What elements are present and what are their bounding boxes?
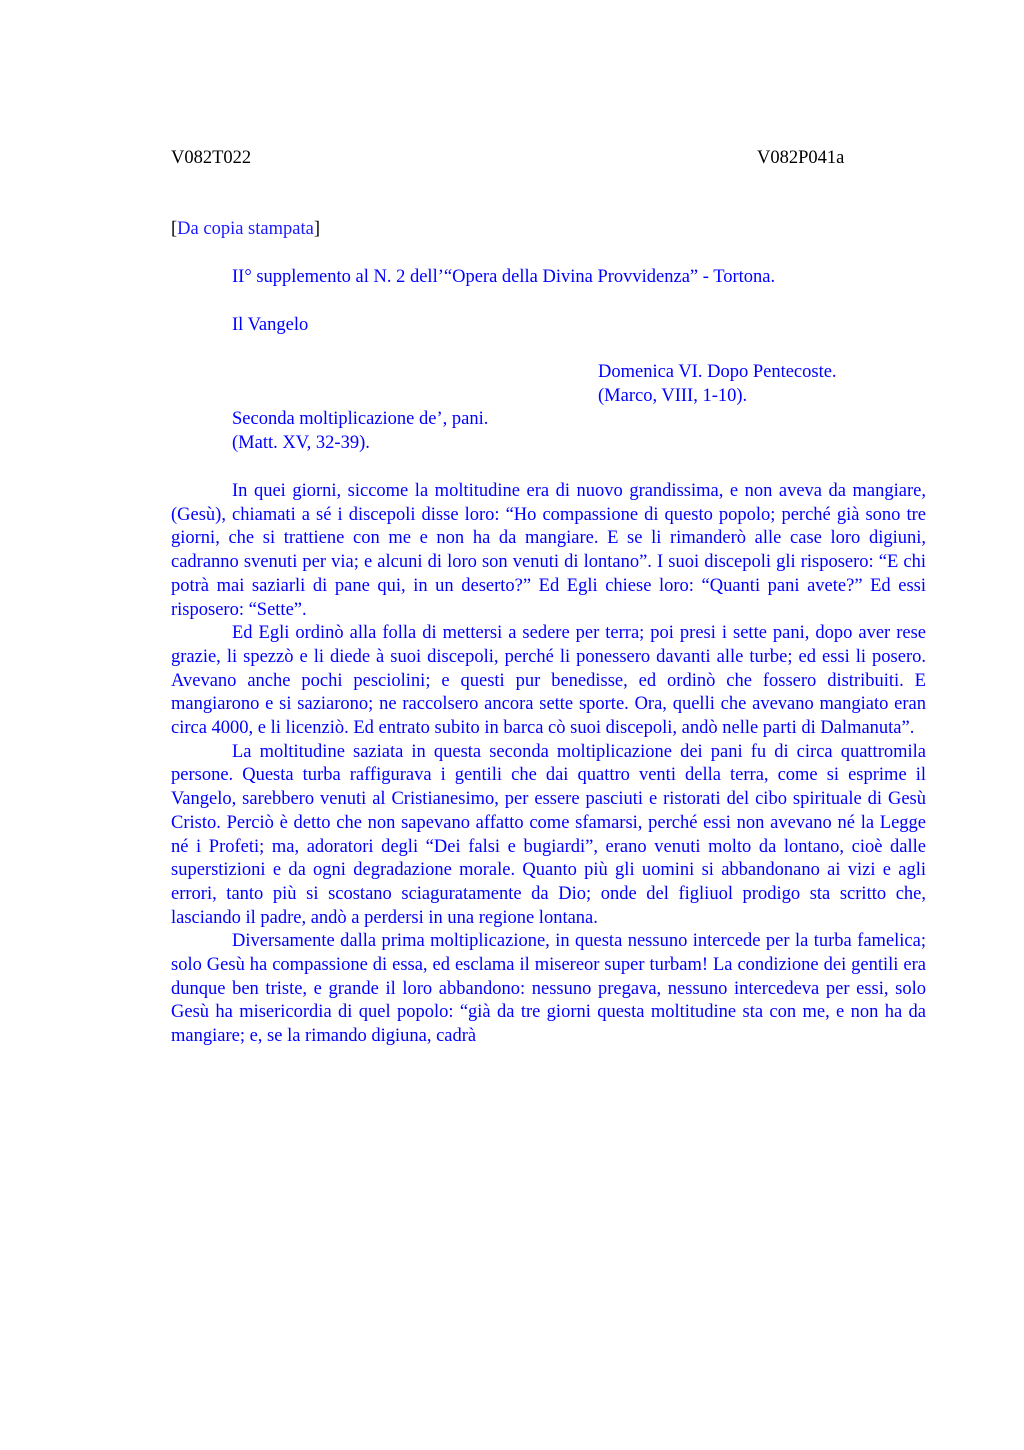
- reading-line-2: (Matt. XV, 32-39).: [232, 432, 370, 453]
- source-note-close-bracket: ]: [313, 219, 320, 239]
- document-code-right: V082P041a: [757, 148, 845, 168]
- document-code-left: V082T022: [171, 148, 252, 168]
- liturgical-occasion: [598, 361, 837, 408]
- source-note-open-bracket: [: [171, 219, 178, 239]
- reading-reference: [232, 408, 488, 455]
- source-note: [171, 218, 320, 242]
- reading-line-1: Seconda moltiplicazione de’, pani.: [232, 409, 489, 429]
- occasion-line-2: (Marco, VIII, 1-10).: [598, 385, 748, 406]
- section-title: Il Vangelo: [232, 315, 309, 335]
- body-text: [171, 480, 926, 1049]
- source-note-text: Da copia stampata: [177, 219, 314, 239]
- occasion-line-1: Domenica VI. Dopo Pentecoste.: [598, 362, 837, 382]
- paragraph: In quei giorni, siccome la moltitudine era di nuovo grandissima, e non aveva da mangiare, (Gesù), chiamati a sé i discepoli disse loro: “Ho compassione di questo popolo; perché già sono tre giorni, che si trattiene con me e non ha da mangiare. E se li rimanderò alle case loro digiuni, cadranno svenuti per via; e alcuni di loro son venuti di lontano”. I suoi discepoli gli risposero: “E chi potrà mai saziarli di pane qui, in un deserto?” Ed Egli chiese loro: “Quanti pani avete?” Ed essi risposero: “Sette”.: [171, 481, 926, 620]
- supplement-line: II° supplemento al N. 2 dell’“Opera della Divina Provvidenza” - Tortona.: [232, 267, 776, 287]
- paragraph: La moltitudine saziata in questa seconda moltiplicazione dei pani fu di circa quattromila persone. Questa turba raffigurava i gentili che dai quattro venti della terra, come si esprime il Vangelo, sarebbero venuti al Cristianesimo, per essere pasciuti e ristorati del cibo spirituale di Gesù Cristo. Perciò è detto che non sapevano affatto come sfamarsi, perché essi non avevano né la Legge né i Profeti; ma, adoratori degli “Dei falsi e bugiardi”, erano venuti molto da lontano, cioè dalle superstizioni e da ogni degradazione morale. Quanto più gli uomini si abbandonano ai vizi e agli errori, tanto più si scostano sciaguratamente da Dio; onde del figliuol prodigo sta scritto che, lasciando il padre, andò a perdersi in una regione lontana.: [171, 741, 926, 928]
- paragraph: Ed Egli ordinò alla folla di mettersi a sedere per terra; poi presi i sette pani, dopo aver rese grazie, li spezzò e li diede à suoi discepoli, perché li ponessero davanti alle turbe; ed essi li posero. Avevano anche pochi pesciolini; e questi pur benedisse, ed ordinò che fossero distribuiti. E mangiarono e si saziarono; ne raccolsero ancora sette sporte. Ora, quelli che avevano mangiato eran circa 4000, e li licenziò. Ed entrato subito in barca cò suoi discepoli, andò nelle parti di Dalmanuta”.: [171, 623, 926, 739]
- paragraph: Diversamente dalla prima moltiplicazione, in questa nessuno intercede per la turba famelica; solo Gesù ha compassione di essa, ed esclama il misereor super turbam! La condizione dei gentili era dunque ben triste, e grande il loro abbandono: nessuno pregava, nessuno intercedeva per essi, solo Gesù ha misericordia di quel popolo: “già da tre giorni questa moltitudine sta con me, e non ha da mangiare; e, se la rimando digiuna, cadrà: [171, 931, 926, 1047]
